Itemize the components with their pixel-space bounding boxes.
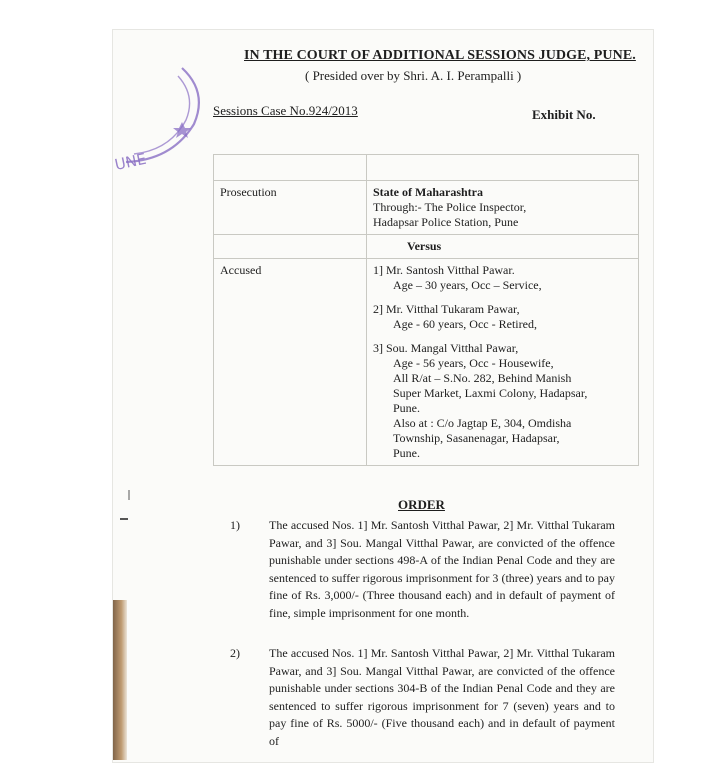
- margin-mark: [128, 490, 130, 500]
- prosecution-station: Hadapsar Police Station, Pune: [373, 215, 519, 229]
- exhibit-label: Exhibit No.: [532, 107, 596, 122]
- order-paragraph-2: [230, 645, 615, 750]
- paragraph-text: The accused Nos. 1] Mr. Santosh Vitthal Pawar, 2] Mr. Vitthal Tukaram Pawar, and 3] Sou. Mangal Vitthal Pawar, are convicted of the offence punishable under sections 498-A of the Indian Penal Code and they are sentenced to suffer rigorous imprisonment for 3 (three) years and to pay fine of Rs. 3,000/- (Three thousand each) and in default of payment of fine, simple imprisonment for one month.: [269, 518, 615, 620]
- accused-row: [214, 259, 639, 466]
- paragraph-number: 1): [230, 518, 240, 532]
- address-line: Pune.: [393, 401, 420, 415]
- court-title: IN THE COURT OF ADDITIONAL SESSIONS JUDGE, PUNE.: [244, 48, 636, 63]
- prosecution-label: Prosecution: [214, 181, 367, 235]
- address-line: Also at : C/o Jagtap E, 304, Omdisha: [393, 416, 572, 430]
- versus-label: Versus: [367, 235, 639, 259]
- address-line: Township, Sasanenagar, Hadapsar,: [393, 431, 560, 445]
- presiding-judge: ( Presided over by Shri. A. I. Perampalli ): [305, 68, 522, 83]
- address-line: All R/at – S.No. 282, Behind Manish: [393, 371, 572, 385]
- address-line: Pune.: [393, 446, 420, 460]
- prosecution-row: [214, 181, 639, 235]
- address-line: Super Market, Laxmi Colony, Hadapsar,: [393, 386, 588, 400]
- binding-edge: [113, 600, 127, 760]
- order-title: ORDER: [398, 497, 445, 512]
- parties-table: [213, 154, 639, 466]
- case-number: Sessions Case No.924/2013: [213, 103, 358, 118]
- paragraph-text: The accused Nos. 1] Mr. Santosh Vitthal Pawar, 2] Mr. Vitthal Tukaram Pawar, and 3] Sou. Mangal Vitthal Pawar, are convicted of the offence punishable under sections 304-B of the Indian Penal Code and they are sentenced to suffer rigorous imprisonment for 7 (seven) years and to pay fine of Rs. 5000/- (Five thousand each) and in default of payment of: [269, 646, 615, 748]
- accused-3: 3] Sou. Mangal Vitthal Pawar, Age - 56 years, Occ - Housewife, All R/at – S.No. 282, Behind Manish Super Market, Laxmi Colony, Hadapsar, Pune. Also at : C/o Jagtap E, 304, Omdisha Township, Sasanenagar, Hadapsar, Pune.: [373, 341, 632, 461]
- court-seal-stamp: [112, 62, 208, 174]
- accused-label: Accused: [214, 259, 367, 466]
- order-paragraph-1: [230, 517, 615, 622]
- stamp-text: UNE: [113, 149, 148, 174]
- accused-2: 2] Mr. Vitthal Tukaram Pawar, Age - 60 years, Occ - Retired,: [373, 302, 537, 331]
- prosecution-through: Through:- The Police Inspector,: [373, 200, 527, 214]
- accused-1: 1] Mr. Santosh Vitthal Pawar. Age – 30 years, Occ – Service,: [373, 263, 542, 292]
- prosecution-name: State of Maharashtra: [373, 185, 483, 199]
- paragraph-number: 2): [230, 646, 240, 660]
- margin-mark: [120, 518, 128, 520]
